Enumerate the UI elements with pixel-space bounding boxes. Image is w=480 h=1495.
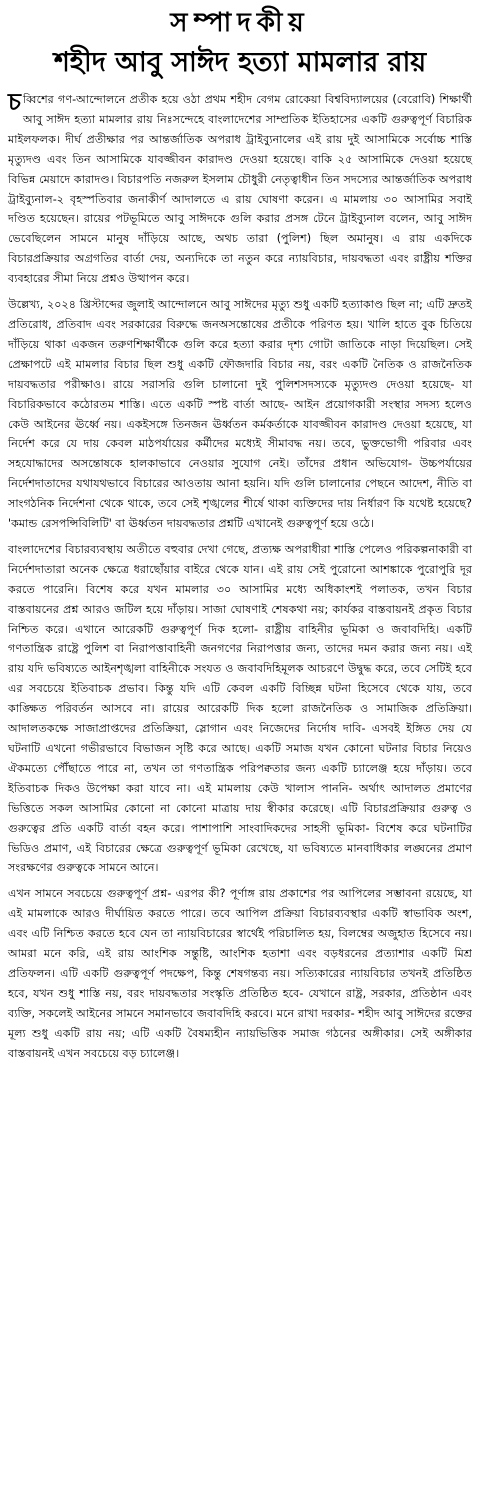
paragraph-1-text: ব্বিশের গণ-আন্দোলনে প্রতীক হয়ে ওঠা প্রথম শহীদ বেগম রোকেয়া বিশ্ববিদ্যালয়ের (বেরোবি) শিক্ষার্থী আবু সাঈদ হত্যা মামলার রায় নিঃসন্দেহে বাংলাদেশের সাম্প্রতিক ইতিহাসের একটি গুরুত্বপূর্ণ বিচারিক মাইলফলক। দীর্ঘ প্রতীক্ষার পর আন্তর্জাতিক অপরাধ ট্রাইব্যুনালের এই রায় দুই আসামিকে সর্বোচ্চ শাস্তি মৃত্যুদণ্ড এবং তিন আসামিকে যাবজ্জীবন কারাদণ্ড দেওয়া হয়েছে। বাকি ২৫ আসামিকে দেওয়া হয়েছে বিভিন্ন মেয়াদে কারাদণ্ড। বিচারপতি নজরুল ইসলাম চৌধুরী নেতৃত্বাধীন তিন সদস্যের আন্তর্জাতিক অপরাধ ট্রাইব্যুনাল-২ বৃহস্পতিবার জনাকীর্ণ আদালতে এ রায় ঘোষণা করেন। এ মামলায় ৩০ আসামির সবাই দণ্ডিত হয়েছেন। রায়ের পটভূমিতে আবু সাঈদকে গুলি করার প্রসঙ্গ টেনে ট্রাইব্যুনাল বলেন, আবু সাঈদ ভেবেছিলেন সামনে মানুষ দাঁড়িয়ে আছে, অথচ তারা (পুলিশ) ছিল অমানুষ। এ রায় একদিকে বিচারপ্রক্রিয়ার অগ্রগতির বার্তা দেয়, অন্যদিকে তা নতুন করে ন্যায়বিচার, দায়বদ্ধতা এবং রাষ্ট্রীয় শক্তির ব্যবহারের সীমা নিয়ে প্রশ্নও উত্থাপন করে। [8, 93, 472, 286]
headline: শহীদ আবু সাঈদ হত্যা মামলার রায় [53, 47, 427, 78]
drop-cap: চ [8, 87, 21, 116]
paragraph-3 [8, 540, 472, 878]
paragraph-3-text: বাংলাদেশের বিচারব্যবস্থায় অতীতে বহুবার দেখা গেছে, প্রত্যক্ষ অপরাধীরা শাস্তি পেলেও পরিকল্পনাকারী বা নির্দেশদাতারা অনেক ক্ষেত্রে ধরাছোঁয়ার বাইরে থেকে যান। এই রায় সেই পুরোনো আশঙ্কাকে পুরোপুরি দূর করতে পারেনি। বিশেষ করে যখন মামলার ৩০ আসামির মধ্যে অধিকাংশই পলাতক, তখন বিচার বাস্তবায়নের প্রশ্ন আরও জটিল হয়ে দাঁড়ায়। সাজা ঘোষণাই শেষকথা নয়; কার্যকর বাস্তবায়নই প্রকৃত বিচার নিশ্চিত করে। এখানে আরেকটি গুরুত্বপূর্ণ দিক হলো- রাষ্ট্রীয় বাহিনীর ভূমিকা ও জবাবদিহি। একটি গণতান্ত্রিক রাষ্ট্রে পুলিশ বা নিরাপত্তাবাহিনী জনগণের নিরাপত্তার জন্য, তাদের দমন করার জন্য নয়। এই রায় যদি ভবিষ্যতে আইনশৃঙ্খলা বাহিনীকে সংযত ও জবাবদিহিমূলক আচরণে উদ্বুদ্ধ করে, তবে সেটিই হবে এর সবচেয়ে ইতিবাচক প্রভাব। কিন্তু যদি এটি কেবল একটি বিচ্ছিন্ন ঘটনা হিসেবে থেকে যায়, তবে কাঙ্ক্ষিত পরিবর্তন আসবে না। রায়ের আরেকটি দিক হলো রাজনৈতিক ও সামাজিক প্রতিক্রিয়া। আদালতকক্ষে সাজাপ্রাপ্তদের প্রতিক্রিয়া, স্লোগান এবং নিজেদের নির্দোষ দাবি- এসবই ইঙ্গিত দেয় যে ঘটনাটি এখনো গভীরভাবে বিভাজন সৃষ্টি করে আছে। একটি সমাজ যখন কোনো ঘটনার বিচার নিয়েও ঐকমত্যে পৌঁছাতে পারে না, তখন তা গণতান্ত্রিক পরিপক্বতার জন্য একটি চ্যালেঞ্জ হয়ে দাঁড়ায়। তবে ইতিবাচক দিকও উপেক্ষা করা যাবে না। এই মামলায় কেউ খালাস পাননি- অর্থাৎ আদালত প্রমাণের ভিত্তিতে সকল আসামির কোনো না কোনো মাত্রায় দায় স্বীকার করেছে। এটি বিচারপ্রক্রিয়ার গুরুত্ব ও গুরুত্বের প্রতি একটি বার্তা বহন করে। পাশাপাশি সাংবাদিকদের সাহসী ভূমিকা- বিশেষ করে ঘটনাটির ভিডিও প্রমাণ, এই বিচারের ক্ষেত্রে গুরুত্বপূর্ণ ভূমিকা রেখেছে, যা ভবিষ্যতে মানবাধিকার লঙ্ঘনের প্রমাণ সংরক্ষণের গুরুত্বকে সামনে আনে। [8, 542, 472, 875]
paragraph-2-text: উল্লেখ্য, ২০২৪ খ্রিস্টাব্দের জুলাই আন্দোলনে আবু সাঈদের মৃত্যু শুধু একটি হত্যাকাণ্ড ছিল না; এটি দ্রুতই প্রতিরোধ, প্রতিবাদ এবং সরকারের বিরুদ্ধে জনঅসন্তোষের প্রতীকে পরিণত হয়। খালি হাতে বুক চিতিয়ে দাঁড়িয়ে থাকা একজন তরুণশিক্ষার্থীকে গুলি করে হত্যা করার দৃশ্য গোটা জাতিকে নাড়া দিয়েছিল। সেই প্রেক্ষাপটে এই মামলার বিচার ছিল শুধু একটি ফৌজদারি বিচার নয়, বরং একটি নৈতিক ও রাজনৈতিক দায়বদ্ধতার পরীক্ষাও। রায়ে সরাসরি গুলি চালানো দুই পুলিশসদস্যকে মৃত্যুদণ্ড দেওয়া হয়েছে- যা বিচারিকভাবে কঠোরতম শাস্তি। এতে একটি স্পষ্ট বার্তা আছে- আইন প্রয়োগকারী সংস্থার সদস্য হলেও কেউ আইনের ঊর্ধ্বে নয়। একইসঙ্গে তিনজন ঊর্ধ্বতন কর্মকর্তাকে যাবজ্জীবন কারাদণ্ড দেওয়া হয়েছে, যা নির্দেশ করে যে দায় কেবল মাঠপর্যায়ের কর্মীদের মধ্যেই সীমাবদ্ধ নয়। তবে, ভুক্তভোগী পরিবার এবং সহযোদ্ধাদের অসন্তোষকে হালকাভাবে নেওয়ার সুযোগ নেই। তাঁদের প্রধান অভিযোগ- উচ্চপর্যায়ের নির্দেশদাতাদের যথাযথভাবে বিচারের আওতায় আনা হয়নি। যদি গুলি চালানোর পেছনে আদেশ, নীতি বা সাংগঠনিক নির্দেশনা থেকে থাকে, তবে সেই শৃঙ্খলের শীর্ষে থাকা ব্যক্তিদের দায় নির্ধারণ কি যথেষ্ট হয়েছে? 'কমান্ড রেসপন্সিবিলিটি' বা ঊর্ধ্বতন দায়বদ্ধতার প্রশ্নটি এখানেই গুরুত্বপূর্ণ হয়ে ওঠে। [8, 298, 472, 531]
paragraph-4-text: এখন সামনে সবচেয়ে গুরুত্বপূর্ণ প্রশ্ন- এরপর কী? পূর্ণাঙ্গ রায় প্রকাশের পর আপিলের সম্ভাবনা রয়েছে, যা এই মামলাকে আরও দীর্ঘায়িত করতে পারে। তবে আপিল প্রক্রিয়া বিচারব্যবস্থার একটি স্বাভাবিক অংশ, এবং এটি নিশ্চিত করতে হবে যেন তা ন্যায়বিচারের স্বার্থেই পরিচালিত হয়, বিলম্বের অজুহাত হিসেবে নয়। আমরা মনে করি, এই রায় আংশিক সন্তুষ্টি, আংশিক হতাশা এবং বড়ধরনের প্রত্যাশার একটি মিশ্র প্রতিফলন। এটি একটি গুরুত্বপূর্ণ পদক্ষেপ, কিন্তু শেষগন্তব্য নয়। সত্যিকারের ন্যায়বিচার তখনই প্রতিষ্ঠিত হবে, যখন শুধু শাস্তি নয়, বরং দায়বদ্ধতার সংস্কৃতি প্রতিষ্ঠিত হবে- যেখানে রাষ্ট্র, সরকার, প্রতিষ্ঠান এবং ব্যক্তি, সকলেই আইনের সামনে সমানভাবে জবাবদিহি করবে। মনে রাখা দরকার- শহীদ আবু সাঈদের রক্তের মূল্য শুধু একটি রায় নয়; এটি একটি বৈষম্যহীন ন্যায়ভিত্তিক সমাজ গঠনের অঙ্গীকার। সেই অঙ্গীকার বাস্তবায়নই এখন সবচেয়ে বড় চ্যালেঞ্জ। [8, 887, 472, 1060]
article-body [8, 87, 472, 1064]
paragraph-1 [8, 87, 472, 289]
paragraph-2 [8, 295, 472, 534]
section-label: সম্পাদকীয় [170, 8, 310, 38]
paragraph-4 [8, 884, 472, 1063]
